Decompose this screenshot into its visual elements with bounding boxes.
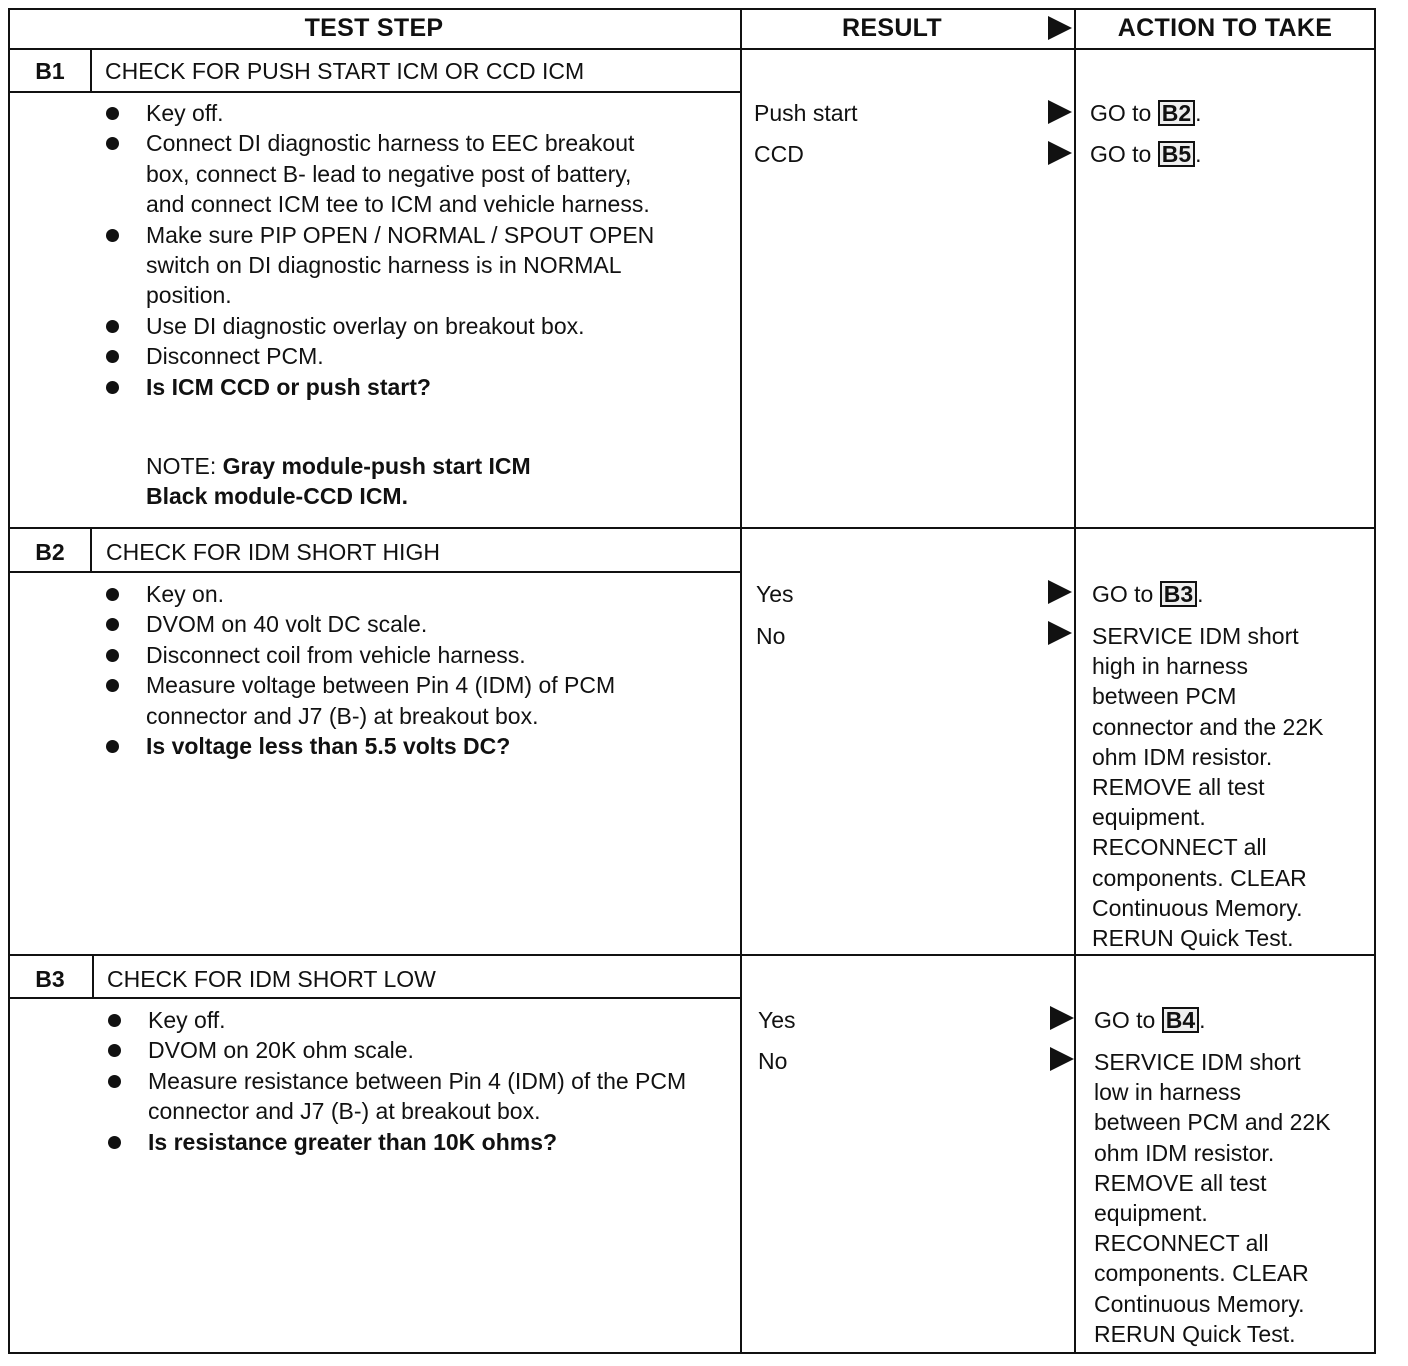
bullet-text: Is ICM CCD or push start? [146, 373, 431, 400]
bullet-icon [106, 229, 119, 242]
bullet-icon [106, 137, 119, 150]
code-divider-b1 [90, 48, 92, 92]
step-bullets-b3 [108, 1005, 688, 1157]
code-divider-b2 [90, 528, 92, 572]
border-right [1374, 8, 1376, 1354]
bullet-icon [106, 320, 119, 333]
result-b2-no: No [756, 623, 786, 649]
action-line: RERUN Quick Test. [1092, 925, 1294, 952]
action-end: . [1199, 1007, 1206, 1033]
result-b3-no: No [758, 1048, 788, 1074]
action-line: equipment. [1092, 804, 1206, 831]
note-label: NOTE: [146, 453, 217, 479]
result-b3-yes: Yes [758, 1007, 796, 1033]
action-text: GO to [1090, 100, 1152, 126]
list-item [106, 341, 676, 371]
action-line: low in harness [1094, 1079, 1242, 1106]
header-rule [8, 48, 1376, 50]
list-item [108, 1035, 688, 1065]
step-ref-b3[interactable]: B3 [1160, 581, 1197, 607]
header-test-step: TEST STEP [304, 13, 444, 42]
list-item [108, 1066, 688, 1127]
action-b3-no [1094, 1047, 1374, 1349]
action-line: SERVICE IDM short [1094, 1049, 1301, 1075]
step-note-b1 [146, 451, 531, 512]
bullet-text: Connect DI diagnostic harness to EEC breakout box, connect B- lead to negative post of battery, and connect ICM tee to ICM and vehicle harness. [146, 130, 650, 218]
list-item [106, 731, 706, 761]
step-ref-b2[interactable]: B2 [1158, 100, 1195, 126]
step-title-b2: CHECK FOR IDM SHORT HIGH [106, 539, 440, 565]
bullet-text: Key off. [146, 100, 224, 126]
list-item [106, 609, 706, 639]
arrow-icon [1048, 621, 1072, 645]
action-b1-ccd [1090, 139, 1370, 169]
step-bullets-b1 [106, 98, 676, 402]
note-line: Black module-CCD ICM. [146, 483, 408, 510]
action-line: equipment. [1094, 1200, 1208, 1227]
bullet-icon [106, 588, 119, 601]
list-item [106, 670, 706, 731]
action-line: ohm IDM resistor. [1094, 1139, 1275, 1166]
bullet-text: Disconnect coil from vehicle harness. [146, 641, 526, 668]
arrow-icon [1050, 1047, 1074, 1071]
action-b2-yes [1092, 579, 1372, 609]
bullet-icon [108, 1014, 121, 1027]
bullet-text: Is resistance greater than 10K ohms? [148, 1128, 558, 1155]
bullet-icon [106, 618, 119, 631]
action-line: high in harness [1092, 653, 1248, 680]
action-text: GO to [1092, 581, 1154, 607]
step-ref-b5[interactable]: B5 [1158, 141, 1195, 167]
step-title-b3: CHECK FOR IDM SHORT LOW [107, 966, 436, 992]
bullet-icon [108, 1044, 121, 1057]
bullet-text: Key on. [146, 581, 224, 607]
bullet-text: Measure resistance between Pin 4 (IDM) of the PCM connector and J7 (B-) at breakout box. [148, 1067, 687, 1125]
action-line: RECONNECT all [1092, 834, 1267, 861]
action-end: . [1197, 581, 1204, 607]
step-code-b1: B1 [35, 58, 65, 84]
action-line: ohm IDM resistor. [1092, 743, 1273, 770]
step-bullets-b2 [106, 579, 706, 761]
result-b1-push-start: Push start [754, 100, 858, 126]
step-code-b2: B2 [35, 539, 65, 565]
list-item [106, 579, 706, 609]
action-line: components. CLEAR [1094, 1260, 1309, 1287]
code-divider-b3 [92, 955, 94, 999]
list-item [106, 128, 676, 219]
bullet-text: Measure voltage between Pin 4 (IDM) of PCM connector and J7 (B-) at breakout box. [146, 672, 616, 729]
bullet-icon [106, 679, 119, 692]
bullet-icon [106, 649, 119, 662]
action-line: components. CLEAR [1092, 864, 1307, 891]
action-end: . [1195, 100, 1202, 126]
action-line: Continuous Memory. [1092, 894, 1303, 921]
note-line: Gray module-push start ICM [222, 453, 531, 479]
bullet-text: Make sure PIP OPEN / NORMAL / SPOUT OPEN switch on DI diagnostic harness is in NORMAL position. [146, 221, 655, 309]
action-line: REMOVE all test [1094, 1169, 1267, 1196]
bullet-text: DVOM on 40 volt DC scale. [146, 611, 428, 638]
row-rule-b2 [8, 954, 1376, 956]
header-arrow-icon [1048, 16, 1072, 40]
list-item [108, 1127, 688, 1157]
action-b3-yes [1094, 1005, 1374, 1035]
title-rule-b1 [8, 91, 742, 93]
arrow-icon [1048, 100, 1072, 124]
bullet-text: Is voltage less than 5.5 volts DC? [146, 733, 511, 760]
header-action: ACTION TO TAKE [1117, 13, 1333, 42]
step-code-b3: B3 [35, 966, 65, 992]
step-ref-b4[interactable]: B4 [1162, 1007, 1199, 1033]
action-line: RECONNECT all [1094, 1230, 1269, 1257]
step-title-b1: CHECK FOR PUSH START ICM OR CCD ICM [105, 58, 585, 84]
title-rule-b2 [8, 571, 742, 573]
action-line: connector and the 22K [1092, 713, 1324, 740]
action-line: between PCM [1092, 683, 1237, 710]
bullet-icon [106, 107, 119, 120]
divider-result-action [1074, 8, 1076, 1354]
arrow-icon [1050, 1006, 1074, 1030]
list-item [108, 1005, 688, 1035]
title-rule-b3 [8, 997, 742, 999]
bullet-text: DVOM on 20K ohm scale. [148, 1037, 414, 1064]
list-item [106, 220, 676, 311]
list-item [106, 98, 676, 128]
divider-step-result [740, 8, 742, 1354]
bullet-icon [108, 1136, 121, 1149]
diagnostic-table [8, 8, 1376, 1354]
bullet-icon [106, 350, 119, 363]
result-b2-yes: Yes [756, 581, 794, 607]
bullet-text: Use DI diagnostic overlay on breakout box. [146, 312, 585, 339]
bullet-icon [108, 1075, 121, 1088]
list-item [106, 372, 676, 402]
row-rule-b1 [8, 527, 1376, 529]
action-line: SERVICE IDM short [1092, 623, 1299, 649]
border-bottom [8, 1352, 1376, 1354]
bullet-text: Key off. [148, 1007, 226, 1033]
action-line: RERUN Quick Test. [1094, 1320, 1296, 1347]
border-left [8, 8, 10, 1354]
result-b1-ccd: CCD [754, 141, 804, 167]
arrow-icon [1048, 580, 1072, 604]
action-end: . [1195, 141, 1202, 167]
bullet-text: Disconnect PCM. [146, 343, 324, 370]
list-item [106, 311, 676, 341]
action-text: GO to [1094, 1007, 1156, 1033]
action-line: REMOVE all test [1092, 774, 1265, 801]
action-line: between PCM and 22K [1094, 1109, 1331, 1136]
header-result: RESULT [842, 13, 942, 42]
bullet-icon [106, 381, 119, 394]
bullet-icon [106, 740, 119, 753]
action-line: Continuous Memory. [1094, 1290, 1305, 1317]
arrow-icon [1048, 141, 1072, 165]
list-item [106, 640, 706, 670]
action-b1-push-start [1090, 98, 1370, 128]
action-b2-no [1092, 621, 1372, 953]
action-text: GO to [1090, 141, 1152, 167]
